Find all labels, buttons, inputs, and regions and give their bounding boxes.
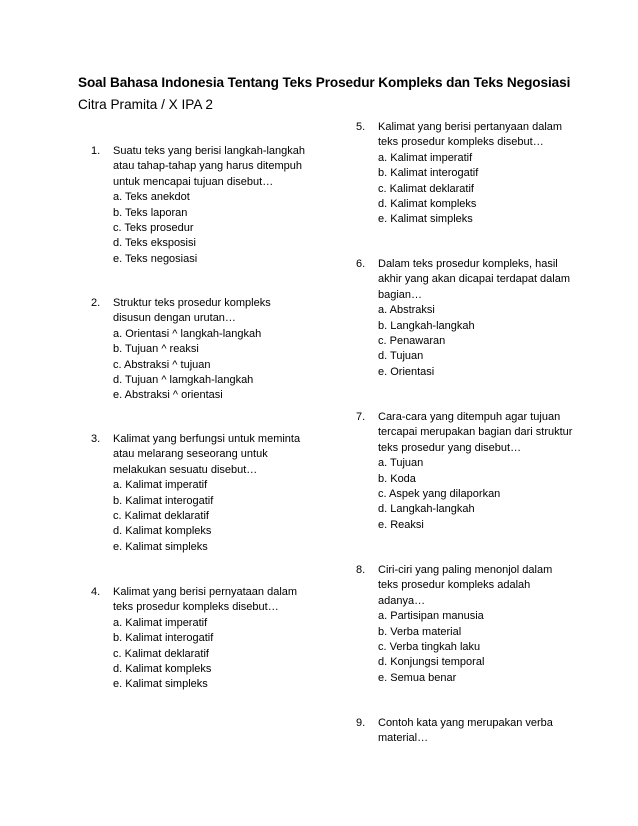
answer-option: e. Abstraksi ^ orientasi <box>113 389 223 402</box>
question-text-line: Cara-cara yang ditempuh agar tujuan <box>378 411 561 423</box>
question-text-line: teks prosedur kompleks disebut… <box>113 601 279 614</box>
question-text-line: material… <box>378 732 429 745</box>
question-1 <box>78 144 318 267</box>
answer-option: b. Verba material <box>378 625 462 638</box>
question-5 <box>343 120 578 228</box>
question-body <box>113 432 318 555</box>
document-subtitle: Citra Pramita / X IPA 2 <box>78 97 213 112</box>
answer-option: e. Teks negosiasi <box>113 252 198 265</box>
answer-option: b. Teks laporan <box>113 206 188 219</box>
question-text-line: akhir yang akan dicapai terdapat dalam <box>378 273 571 286</box>
question-body <box>378 120 578 228</box>
question-text-line: Kalimat yang berisi pernyataan dalam <box>113 586 298 598</box>
answer-option: b. Langkah-langkah <box>378 319 475 332</box>
question-number: 4. <box>91 586 101 598</box>
answer-option: d. Langkah-langkah <box>378 503 475 516</box>
answer-option: c. Penawaran <box>378 335 446 348</box>
question-body <box>378 257 578 380</box>
answer-option: c. Kalimat deklaratif <box>378 182 474 195</box>
question-text-line: atau melarang seseorang untuk <box>113 448 268 461</box>
question-text-line: tercapai merupakan bagian dari struktur <box>378 426 573 439</box>
answer-option: d. Kalimat kompleks <box>378 198 477 211</box>
answer-option: d. Kalimat kompleks <box>113 663 212 676</box>
question-2 <box>78 296 318 404</box>
answer-option: b. Kalimat interogatif <box>113 632 214 645</box>
question-text-line: atau tahap-tahap yang harus ditempuh <box>113 160 302 173</box>
question-text-line: teks prosedur yang disebut… <box>378 441 522 454</box>
question-text-line: Contoh kata yang merupakan verba <box>378 717 553 729</box>
answer-option: a. Tujuan <box>378 457 424 470</box>
answer-option: c. Abstraksi ^ tujuan <box>113 358 211 371</box>
answer-option: b. Kalimat interogatif <box>378 167 479 180</box>
question-8 <box>343 563 578 686</box>
answer-option: e. Kalimat simpleks <box>113 540 208 553</box>
question-text-line: teks prosedur kompleks disebut… <box>378 136 544 149</box>
answer-option: c. Kalimat deklaratif <box>113 510 209 523</box>
answer-option: c. Kalimat deklaratif <box>113 647 209 660</box>
question-body <box>113 585 318 693</box>
answer-option: c. Verba tingkah laku <box>378 641 481 654</box>
answer-option: e. Kalimat simpleks <box>113 678 208 691</box>
answer-option: e. Kalimat simpleks <box>378 213 473 226</box>
answer-option: a. Abstraksi <box>378 304 435 317</box>
question-body <box>113 144 318 267</box>
answer-option: d. Teks eksposisi <box>113 237 196 250</box>
answer-option: a. Kalimat imperatif <box>378 151 473 164</box>
answer-option: e. Semua benar <box>378 671 457 684</box>
question-number: 7. <box>356 411 366 423</box>
answer-option: b. Tujuan ^ reaksi <box>113 343 199 356</box>
question-body <box>378 410 578 533</box>
question-6 <box>343 257 578 380</box>
question-text-line: Struktur teks prosedur kompleks <box>113 297 271 309</box>
answer-option: d. Konjungsi temporal <box>378 656 485 669</box>
answer-option: d. Tujuan <box>378 350 424 363</box>
question-number: 3. <box>91 433 101 445</box>
answer-option: d. Kalimat kompleks <box>113 525 212 538</box>
question-text-line: melakukan sesuatu disebut… <box>113 463 258 476</box>
answer-option: e. Orientasi <box>378 365 435 378</box>
answer-option: b. Kalimat interogatif <box>113 494 214 507</box>
question-number: 5. <box>356 121 366 133</box>
question-text-line: teks prosedur kompleks adalah <box>378 579 531 592</box>
question-text-line: Ciri-ciri yang paling menonjol dalam <box>378 564 553 576</box>
answer-option: a. Partisipan manusia <box>378 610 484 623</box>
answer-option: a. Kalimat imperatif <box>113 479 208 492</box>
question-text-line: Kalimat yang berfungsi untuk meminta <box>113 433 301 445</box>
question-text-line: Dalam teks prosedur kompleks, hasil <box>378 258 558 270</box>
question-4 <box>78 585 318 693</box>
question-number: 9. <box>356 717 366 729</box>
question-7 <box>343 410 578 533</box>
question-text-line: disusun dengan urutan… <box>113 312 236 325</box>
answer-option: a. Orientasi ^ langkah-langkah <box>113 327 262 340</box>
question-body <box>113 296 318 404</box>
document-title: Soal Bahasa Indonesia Tentang Teks Prosedur Kompleks dan Teks Negosiasi <box>78 75 571 90</box>
answer-option: d. Tujuan ^ lamgkah-langkah <box>113 374 254 387</box>
question-text-line: adanya… <box>378 594 426 607</box>
question-body <box>378 716 578 747</box>
question-9 <box>343 716 578 747</box>
question-number: 1. <box>91 145 101 157</box>
answer-option: b. Koda <box>378 472 416 485</box>
answer-option: c. Aspek yang dilaporkan <box>378 488 501 501</box>
question-text-line: bagian… <box>378 288 423 301</box>
question-3 <box>78 432 318 555</box>
answer-option: e. Reaksi <box>378 518 424 531</box>
question-text-line: Kalimat yang berisi pertanyaan dalam <box>378 121 563 133</box>
answer-option: a. Teks anekdot <box>113 191 190 204</box>
question-number: 6. <box>356 258 366 270</box>
answer-option: c. Teks prosedur <box>113 222 194 235</box>
question-body <box>378 563 578 686</box>
question-text-line: untuk mencapai tujuan disebut… <box>113 175 274 188</box>
question-text-line: Suatu teks yang berisi langkah-langkah <box>113 145 306 157</box>
question-number: 2. <box>91 297 101 309</box>
answer-option: a. Kalimat imperatif <box>113 616 208 629</box>
question-number: 8. <box>356 564 366 576</box>
